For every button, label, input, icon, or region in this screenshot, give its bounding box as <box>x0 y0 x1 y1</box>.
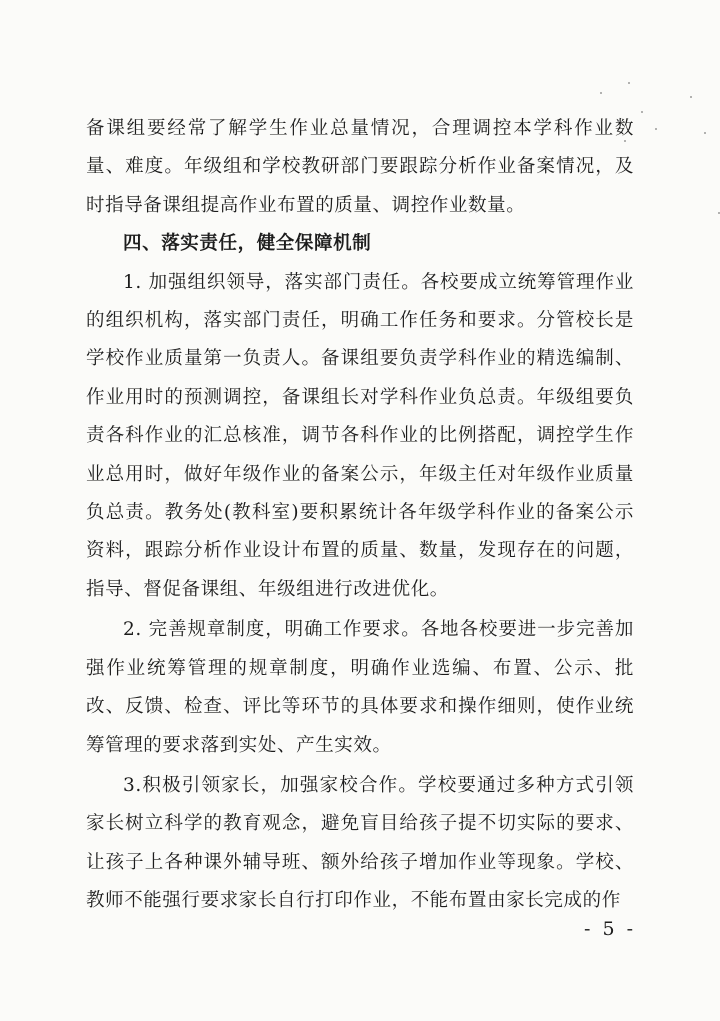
section-heading: 四、落实责任，健全保障机制 <box>123 233 372 255</box>
scan-speck <box>704 132 706 134</box>
item-paragraph-1: 1. 加强组织领导，落实部门责任。各校要成立统筹管理作业的组织机构，落实部门责任，明确工作任务和要求。分管校长是学校作业质量第一负责人。备课组要负责学科作业的精选编制、作业用时的预测调控，备课组长对学科作业负总责。年级组要负责各科作业的汇总核准，调节各科作业的比例搭配，调控学生作业总用时，做好年级作业的备案公示，年级主任对年级作业质量负总责。教务处(教科室)要积累统计各年级学科作业的备案公示资料，跟踪分析作业设计布置的质量、数量，发现存在的问题，指导、督促备课组、年级组进行改进优化。 <box>86 271 634 600</box>
scan-speck <box>655 128 657 130</box>
intro-paragraph: 备课组要经常了解学生作业总量情况，合理调控本学科作业数量、难度。年级组和学校教研部门要跟踪分析作业备案情况，及时指导备课组提高作业布置的质量、调控作业数量。 <box>86 118 634 216</box>
item-paragraph-3: 3.积极引领家长，加强家校合作。学校要通过多种方式引领家长树立科学的教育观念，避免盲目给孩子提不切实际的要求、让孩子上各种课外辅导班、额外给孩子增加作业等现象。学校、教师不能强行要求家长自行打印作业，不能布置由家长完成的作 <box>86 774 634 912</box>
scan-speck <box>690 96 692 98</box>
page-number: - 5 - <box>584 918 637 940</box>
item-paragraph-2: 2. 完善规章制度，明确工作要求。各地各校要进一步完善加强作业统筹管理的规章制度，明确作业选编、布置、公示、批改、反馈、检查、评比等环节的具体要求和操作细则，使作业统筹管理的要求落到实处、产生实效。 <box>86 619 634 756</box>
document-body <box>86 110 634 921</box>
scan-speck <box>628 82 630 84</box>
scan-speck <box>641 111 643 113</box>
scan-speck <box>600 92 602 94</box>
